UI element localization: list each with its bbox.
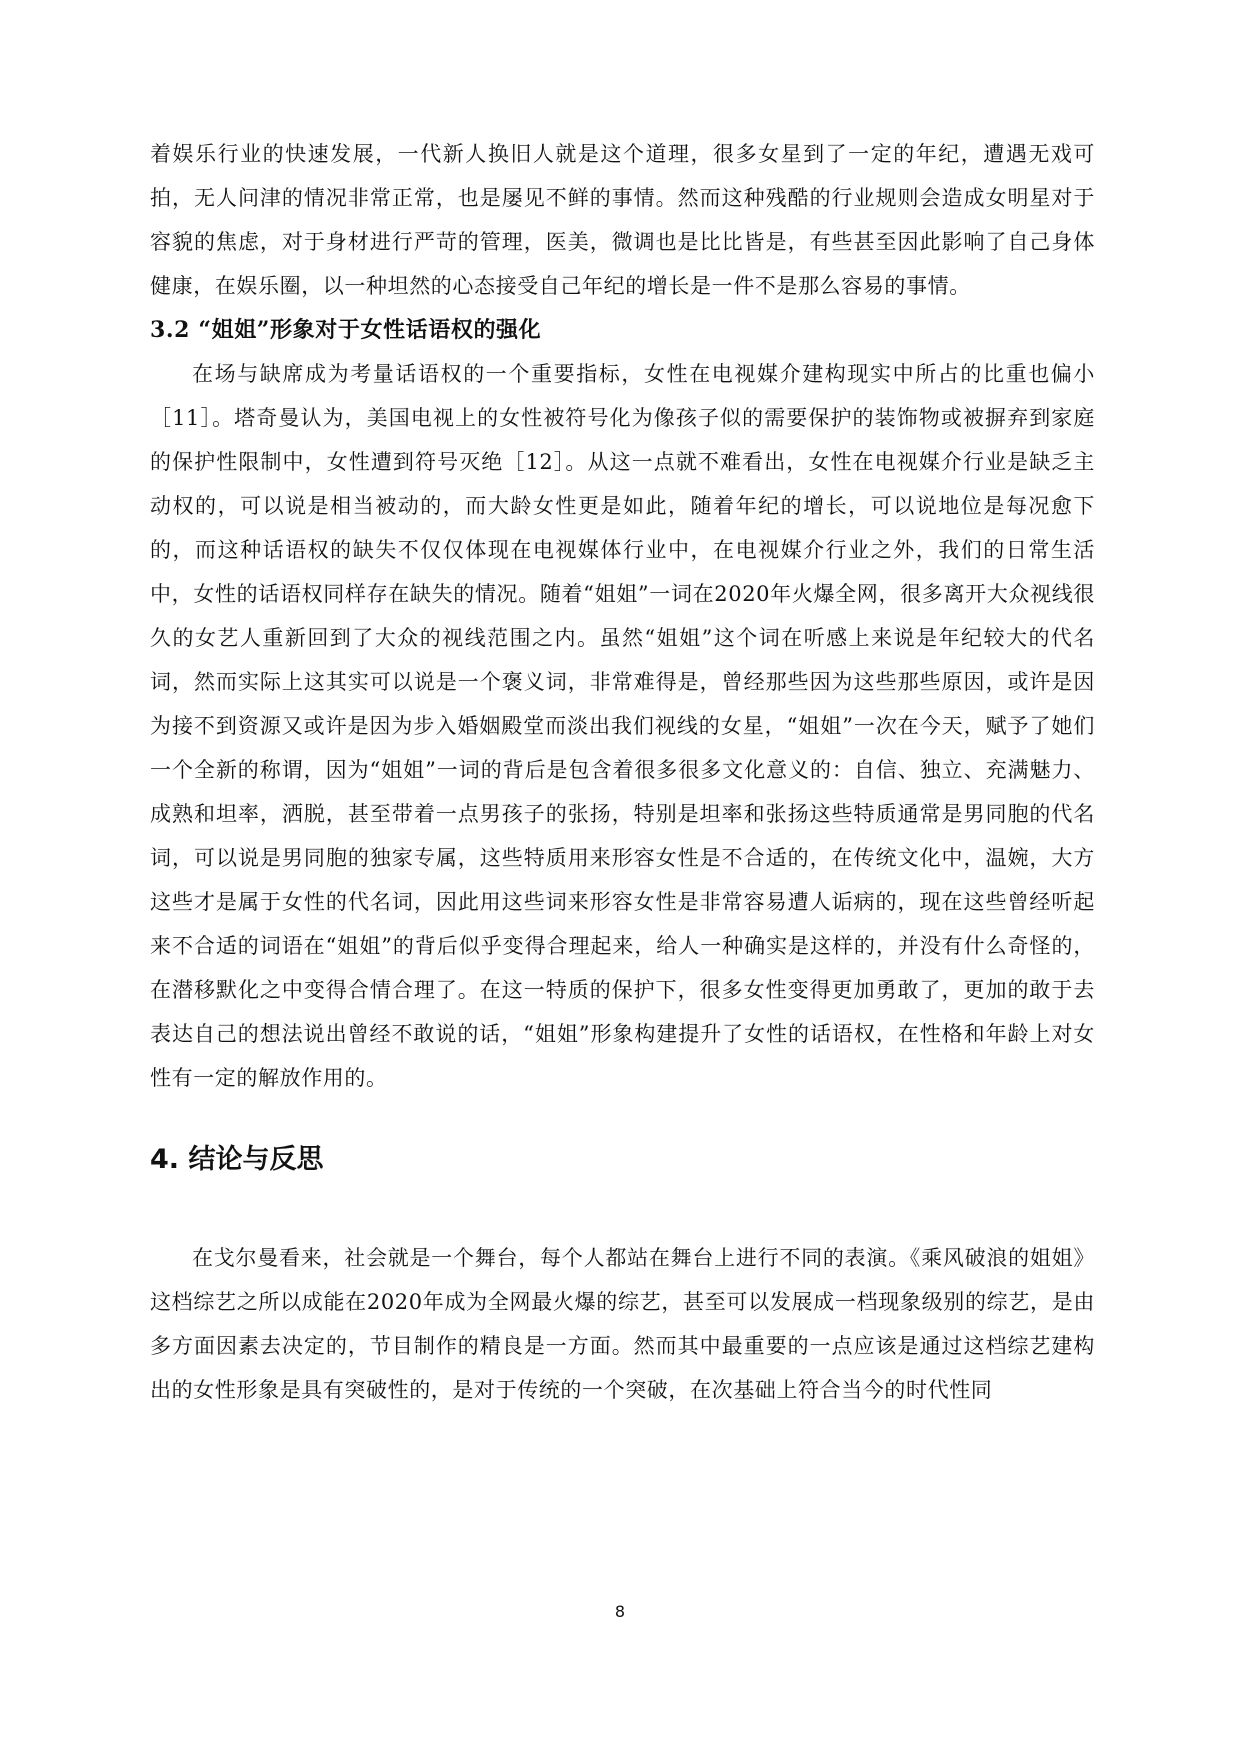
section-4-paragraph: 在戈尔曼看来，社会就是一个舞台，每个人都站在舞台上进行不同的表演。《乘风破浪的姐姐》这档综艺之所以成能在2020年成为全网最火爆的综艺，甚至可以发展成一档现象级别的综艺，是由多方面因素去决定的，节目制作的精良是一方面。然而其中最重要的一点应该是通过这档综艺建构出的女性形象是具有突破性的，是对于传统的一个突破，在次基础上符合当今的时代性同 bbox=[150, 1246, 1095, 1402]
section-4-heading: 4. 结论与反思 bbox=[150, 1144, 324, 1175]
document-page bbox=[150, 132, 1095, 1412]
continuation-paragraph: 着娱乐行业的快速发展，一代新人换旧人就是这个道理，很多女星到了一定的年纪，遭遇无戏可拍，无人问津的情况非常正常，也是屡见不鲜的事情。然而这种残酷的行业规则会造成女明星对于容貌的焦虑，对于身材进行严苛的管理，医美，微调也是比比皆是，有些甚至因此影响了自己身体健康，在娱乐圈，以一种坦然的心态接受自己年纪的增长是一件不是那么容易的事情。 bbox=[150, 142, 1095, 298]
page-number: 8 bbox=[614, 1602, 626, 1621]
section-3-2-paragraph: 在场与缺席成为考量话语权的一个重要指标，女性在电视媒介建构现实中所占的比重也偏小［11］。塔奇曼认为，美国电视上的女性被符号化为像孩子似的需要保护的装饰物或被摒弃到家庭的保护性限制中，女性遭到符号灭绝［12］。从这一点就不难看出，女性在电视媒介行业是缺乏主动权的，可以说是相当被动的，而大龄女性更是如此，随着年纪的增长，可以说地位是每况愈下的，而这种话语权的缺失不仅仅体现在电视媒体行业中，在电视媒介行业之外，我们的日常生活中，女性的话语权同样存在缺失的情况。随着“姐姐”一词在2020年火爆全网，很多离开大众视线很久的女艺人重新回到了大众的视线范围之内。虽然“姐姐”这个词在听感上来说是年纪较大的代名词，然而实际上这其实可以说是一个褒义词，非常难得是，曾经那些因为这些那些原因，或许是因为接不到资源又或许是因为步入婚姻殿堂而淡出我们视线的女星，“姐姐”一次在今天，赋予了她们一个全新的称谓，因为“姐姐”一词的背后是包含着很多很多文化意义的：自信、独立、充满魅力、成熟和坦率，洒脱，甚至带着一点男孩子的张扬，特别是坦率和张扬这些特质通常是男同胞的代名词，可以说是男同胞的独家专属，这些特质用来形容女性是不合适的，在传统文化中，温婉，大方这些才是属于女性的代名词，因此用这些词来形容女性是非常容易遭人诟病的，现在这些曾经听起来不合适的词语在“姐姐”的背后似乎变得合理起来，给人一种确实是这样的，并没有什么奇怪的，在潜移默化之中变得合情合理了。在这一特质的保护下，很多女性变得更加勇敢了，更加的敢于去表达自己的想法说出曾经不敢说的话，“姐姐”形象构建提升了女性的话语权，在性格和年龄上对女性有一定的解放作用的。 bbox=[150, 362, 1095, 1090]
section-3-2-heading: 3.2 “姐姐”形象对于女性话语权的强化 bbox=[150, 317, 542, 343]
